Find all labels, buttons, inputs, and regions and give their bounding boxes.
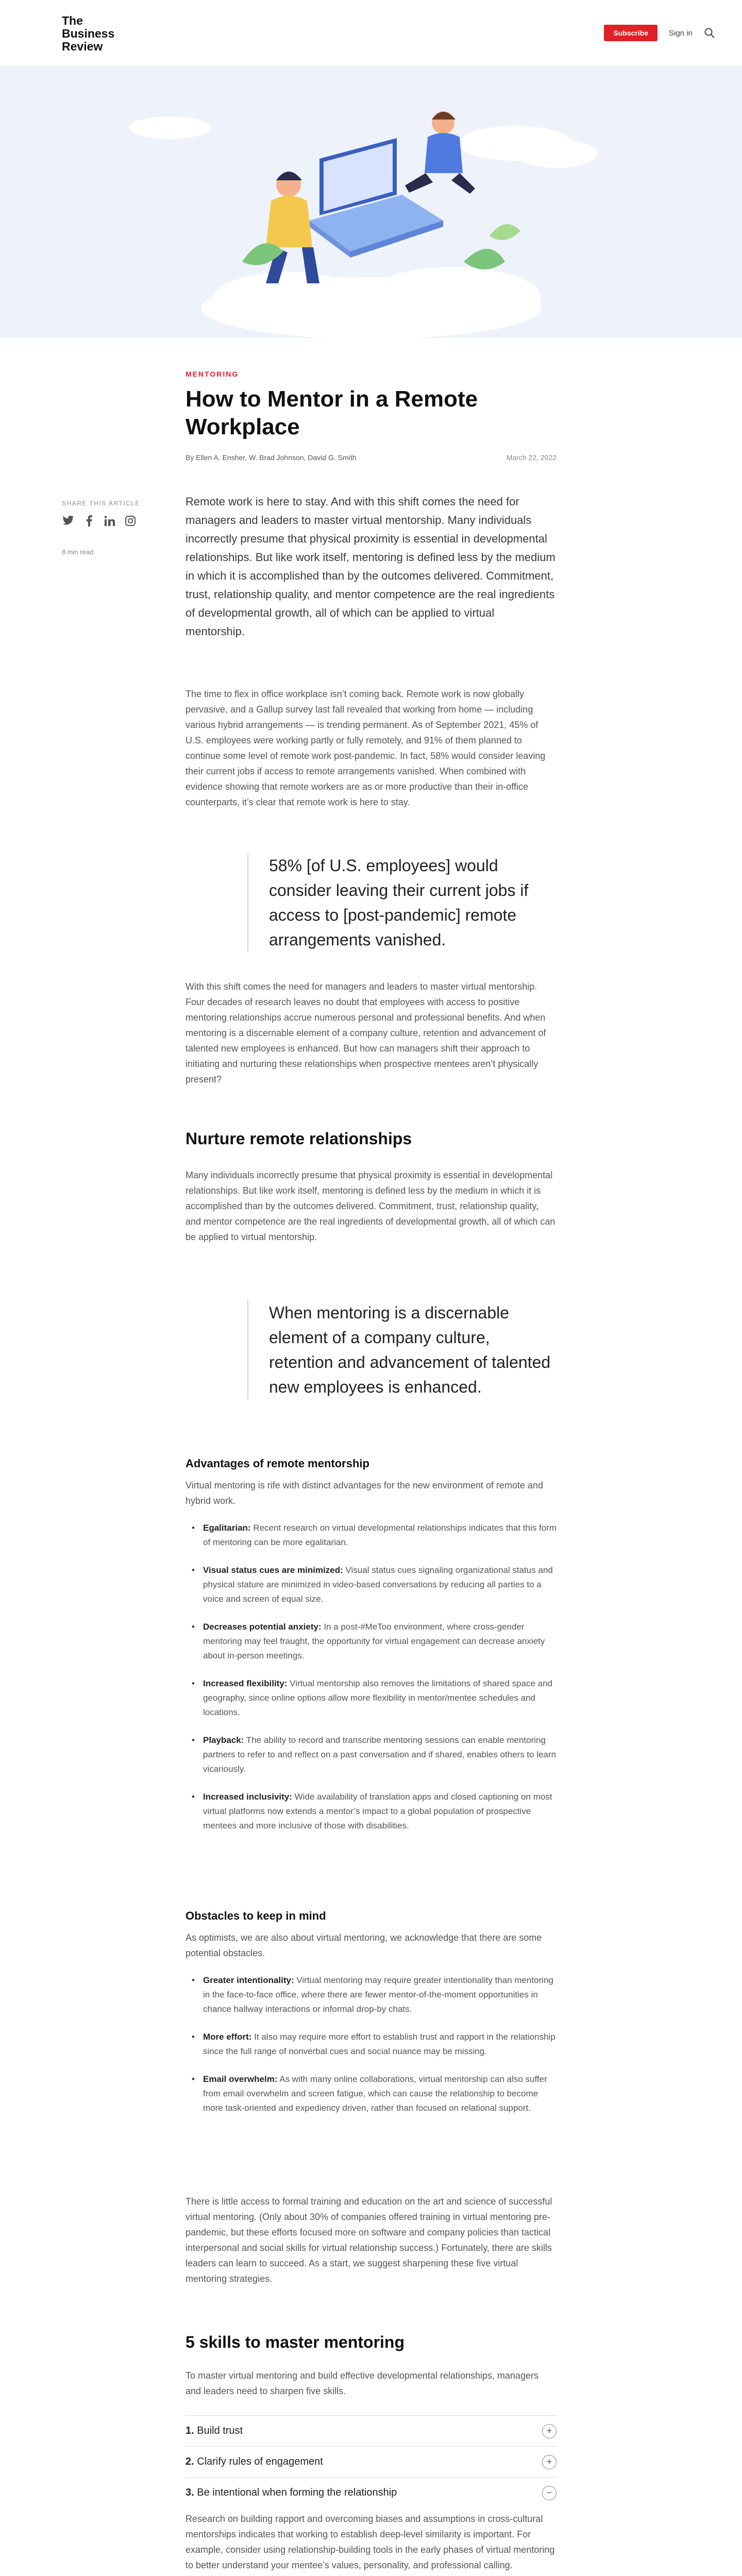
site-header [0, 0, 742, 66]
share-icons [62, 514, 155, 528]
list-item: • Email overwhelm: As with many online collaborations, virtual mentorship can also suffer from email overwhelm and screen fatigue, which can cause the relationship to become more task-oriented and expediency driven, rather than focused on relational support. [185, 2072, 556, 2115]
pull-quote: When mentoring is a discernable element of a company culture, retention and advancement of talented new employees is enhanced. [247, 1300, 556, 1399]
list-item: • Greater intentionality: Virtual mentoring may require greater intentionality than mentoring in the face-to-face office, where there are fewer mentor-of-the-moment opportunities in chance hallway interactions or informal drop-by chats. [185, 1973, 556, 2016]
body-paragraph: To master virtual mentoring and build effective developmental relationships, managers and leaders need to sharpen five skills. [185, 2370, 539, 2396]
section-heading: 5 skills to master mentoring [185, 2333, 405, 2351]
list-item: • Playback: The ability to record and transcribe mentoring sessions can enable mentoring partners to refer to and reflect on a past conversation and if shared, enables others to learn vicariously. [185, 1733, 556, 1776]
body-paragraph: The time to flex in office workplace isn’t coming back. Remote work is now globally pervasive, and a Gallup survey last fall revealed that working from home — including various hybrid arrangements — is trending permanent. As of September 2021, 45% of U.S. employees were working partly or fully remotely, and 91% of them planned to continue some level of remote work post-pandemic. In fact, 58% would consider leaving their current jobs if access to remote arrangements vanished. When combined with evidence showing that remote workers are as or more productive than their in-office counterparts, it’s clear that remote work is here to stay. [185, 689, 546, 807]
signin-link[interactable]: Sign in [669, 28, 693, 38]
list-item: • More effort: It also may require more effort to establish trust and rapport in the relationship since the full range of nonverbal cues and social nuance may be missing. [185, 2030, 556, 2059]
article-date: March 22, 2022 [506, 453, 556, 462]
body-paragraph: As optimists, we are also about virtual mentoring, we acknowledge that there are some potential obstacles. [185, 1933, 542, 1958]
read-time: 8 min read [62, 548, 94, 556]
accordion-item-build-trust[interactable]: 1. Build trust + [185, 2415, 556, 2446]
section-heading: Nurture remote relationships [185, 1129, 412, 1148]
accordion-item-intentional[interactable]: 3. Be intentional when forming the relationship − [185, 2477, 556, 2508]
body-paragraph: With this shift comes the need for managers and leaders to master virtual mentorship. Four decades of research leaves no doubt that employees with access to positive mentoring relationships accrue numerous personal and professional benefits. And when mentoring is a discernable element of a company culture, retention and advancement of talented new employees is enhanced. But how can managers shift their approach to initiating and nurturing these relationships when prospective mentees aren’t physically present? [185, 981, 546, 1084]
obstacles-list [185, 1973, 556, 2129]
subsection-heading: Advantages of remote mentorship [185, 1457, 369, 1470]
accordion-item-rules[interactable]: 2. Clarify rules of engagement + [185, 2446, 556, 2477]
subsection-heading: Obstacles to keep in mind [185, 1909, 326, 1922]
advantages-list [185, 1521, 556, 1846]
instagram-icon[interactable] [124, 514, 137, 528]
search-icon[interactable] [704, 27, 715, 39]
subscribe-button[interactable]: Subscribe [604, 25, 657, 41]
list-item: • Decreases potential anxiety: In a post-#MeToo environment, where cross-gender mentoring may feel fraught, the opportunity for virtual engagement can decrease anxiety about in-person meetings. [185, 1620, 556, 1663]
article-title: How to Mentor in a Remote Workplace [185, 386, 478, 439]
article-byline: By Ellen A. Ensher, W. Brad Johnson, David G. Smith [185, 453, 357, 462]
share-label: SHARE THIS ARTICLE [62, 500, 140, 507]
body-paragraph: Virtual mentoring is rife with distinct advantages for the new environment of remote and hybrid work. [185, 1480, 544, 1506]
list-item: • Increased inclusivity: Wide availability of translation apps and closed captioning on most virtual platforms now extends a mentor’s impact to a global population of prospective mentees and more inclusive of those with disabilities. [185, 1790, 556, 1833]
share-panel [62, 500, 155, 556]
site-logo[interactable]: The Business Review [62, 14, 115, 53]
article-lead: Remote work is here to stay. And with this shift comes the need for managers and leaders to master virtual mentorship. Many individuals incorrectly presume that physical proximity is essential in developmental relationships. But like work itself, mentoring is defined less by the medium in which it is accomplished than by the outcomes delivered. Commitment, trust, relationship quality, and mentor competence are the real ingredients of developmental growth, all of which can be applied to virtual mentorship. [185, 495, 555, 638]
header-actions [604, 25, 715, 41]
list-item: • Increased flexibility: Virtual mentorship also removes the limitations of shared space and geography, since online options allow more flexibility in mentor/mentee schedules and locations. [185, 1676, 556, 1720]
linkedin-icon[interactable] [103, 514, 116, 528]
plus-icon[interactable]: + [542, 2424, 556, 2438]
pull-quote: 58% [of U.S. employees] would consider leaving their current jobs if access to [post-pandemic] remote arrangements vanished. [247, 853, 556, 952]
plus-icon[interactable]: + [542, 2455, 556, 2469]
minus-icon[interactable]: − [542, 2486, 556, 2500]
accordion-body-paragraph: Research on building rapport and overcoming biases and assumptions in cross-cultural mentorships indicates that working to establish deep-level similarity is important. For example, consider using relationship-building tools in the early phases of virtual mentoring to better understand your mentee’s values, personality, and professional calling. [185, 2514, 555, 2570]
list-item: • Visual status cues are minimized: Visual status cues signaling organizational status and physical stature are minimized in video-based conversations by reducing all parties to a voice and screen of equal size. [185, 1563, 556, 1606]
hero-illustration [0, 66, 742, 338]
body-paragraph: Many individuals incorrectly presume that physical proximity is essential in developmental relationships. But like work itself, mentoring is defined less by the medium in which it is accomplished than by the outcomes delivered. Commitment, trust, relationship quality, and mentor competence are the real ingredients of developmental growth, all of which can be applied to virtual mentorship. [185, 1170, 555, 1242]
skills-accordion [185, 2415, 556, 2508]
list-item: • Egalitarian: Recent research on virtual developmental relationships indicates that this form of mentoring can be more egalitarian. [185, 1521, 556, 1550]
twitter-icon[interactable] [62, 514, 75, 528]
facebook-icon[interactable] [82, 514, 96, 528]
body-paragraph: There is little access to formal training and education on the art and science of successful virtual mentoring. (Only about 30% of companies offered training in virtual mentoring pre-pandemic, but these efforts focused more on software and company policies than tactical interpersonal and social skills for virtual relationship success.) Fortunately, there are skills leaders can learn to succeed. As a start, we suggest sharpening these five virtual mentoring strategies. [185, 2196, 552, 2284]
article-category[interactable]: MENTORING [185, 370, 239, 378]
